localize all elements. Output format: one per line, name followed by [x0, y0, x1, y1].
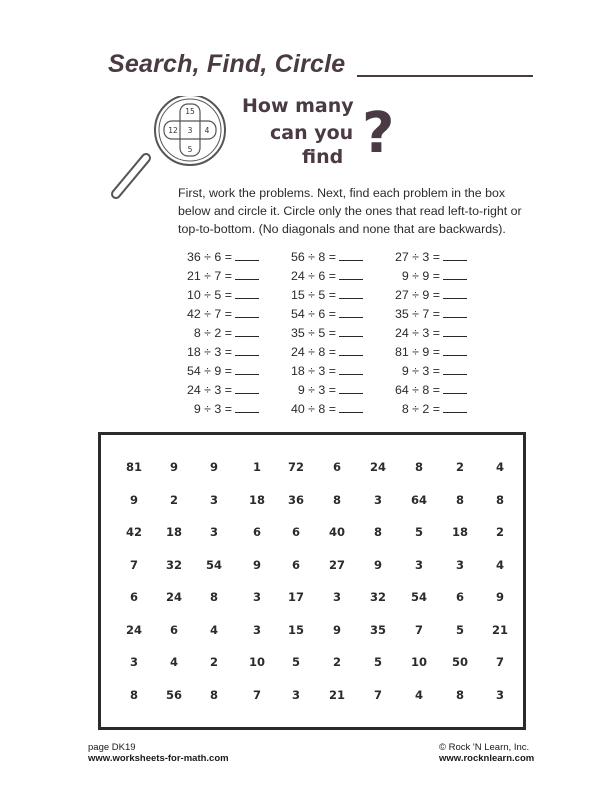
grid-cell[interactable]: 2: [495, 525, 504, 539]
problem-expression: 35 ÷ 7 =: [394, 307, 440, 321]
magnifier-bottom: 5: [187, 145, 193, 154]
footer-left: [88, 742, 229, 764]
grid-cell[interactable]: 9: [373, 557, 382, 572]
problem-expression: 8 ÷ 2 =: [401, 402, 440, 416]
answer-blank[interactable]: [443, 381, 467, 394]
grid-cell[interactable]: 4: [209, 622, 218, 637]
problem-item: [176, 381, 259, 400]
grid-cell[interactable]: 36: [287, 492, 304, 507]
grid-cell[interactable]: 3: [291, 687, 300, 702]
grid-cell[interactable]: 8: [373, 525, 382, 539]
grid-cell[interactable]: 21: [491, 622, 508, 637]
grid-cell[interactable]: 9: [169, 460, 178, 474]
problem-item: [384, 362, 467, 381]
grid-cell[interactable]: 7: [252, 687, 261, 702]
problem-expression: 8 ÷ 2 =: [193, 326, 232, 340]
grid-cell[interactable]: 72: [287, 460, 304, 474]
name-line: [357, 75, 533, 77]
problem-expression: 24 ÷ 3 =: [186, 383, 232, 397]
grid-cell[interactable]: 54: [205, 557, 222, 572]
answer-blank[interactable]: [443, 305, 467, 318]
answer-blank[interactable]: [339, 267, 363, 280]
problem-expression: 56 ÷ 8 =: [290, 250, 336, 264]
headline-line-3: find: [302, 146, 344, 168]
grid-cell[interactable]: 3: [252, 590, 261, 604]
problem-expression: 9 ÷ 9 =: [401, 269, 440, 283]
grid-cell[interactable]: 35: [369, 622, 386, 637]
footer-right: [439, 742, 534, 764]
grid-cell[interactable]: 4: [495, 557, 504, 572]
problem-expression: 24 ÷ 3 =: [394, 326, 440, 340]
grid-cell[interactable]: 9: [252, 557, 261, 572]
grid-cell[interactable]: 6: [455, 590, 464, 604]
answer-blank[interactable]: [235, 248, 259, 261]
grid-cell[interactable]: 21: [328, 687, 345, 702]
grid-cell[interactable]: 64: [410, 492, 427, 507]
problem-item: [280, 248, 363, 267]
grid-cell[interactable]: 24: [165, 590, 182, 604]
grid-cell[interactable]: 10: [248, 655, 265, 669]
magnifier-left: 12: [168, 126, 178, 135]
grid-cell[interactable]: 15: [287, 622, 304, 637]
magnifier-right: 4: [204, 126, 210, 135]
problem-expression: 18 ÷ 3 =: [186, 345, 232, 359]
answer-blank[interactable]: [339, 381, 363, 394]
problem-expression: 27 ÷ 3 =: [394, 250, 440, 264]
grid-cell[interactable]: 32: [165, 557, 182, 572]
problem-item: [384, 324, 467, 343]
answer-blank[interactable]: [443, 248, 467, 261]
problem-expression: 10 ÷ 5 =: [186, 288, 232, 302]
grid-cell[interactable]: 3: [495, 687, 504, 702]
problem-item: [280, 286, 363, 305]
page-number: page DK19: [88, 742, 136, 753]
problem-item: [384, 400, 467, 419]
grid-cell[interactable]: 18: [248, 492, 265, 507]
grid-cell[interactable]: 6: [291, 525, 300, 539]
grid-cell[interactable]: 54: [410, 590, 427, 604]
grid-cell[interactable]: 2: [169, 492, 178, 507]
problem-item: [176, 343, 259, 362]
problem-expression: 9 ÷ 3 =: [193, 402, 232, 416]
grid-cell[interactable]: 56: [165, 687, 182, 702]
answer-blank[interactable]: [339, 362, 363, 375]
grid-cell[interactable]: 3: [209, 492, 218, 507]
grid-cell[interactable]: 24: [369, 460, 386, 474]
grid-cell[interactable]: 6: [169, 622, 178, 637]
grid-cell[interactable]: 9: [129, 492, 138, 507]
grid-cell[interactable]: 5: [291, 655, 300, 669]
grid-cell[interactable]: 8: [455, 687, 464, 702]
problem-item: [280, 400, 363, 419]
answer-blank[interactable]: [443, 362, 467, 375]
grid-cell[interactable]: 7: [129, 557, 138, 572]
grid-cell[interactable]: 9: [495, 590, 504, 604]
answer-blank[interactable]: [339, 305, 363, 318]
problem-item: [384, 381, 467, 400]
problem-expression: 54 ÷ 9 =: [186, 364, 232, 378]
grid-cell[interactable]: 10: [410, 655, 427, 669]
grid-cell[interactable]: 7: [414, 622, 423, 637]
grid-cell[interactable]: 18: [165, 525, 182, 539]
problem-item: [280, 267, 363, 286]
grid-cell[interactable]: 8: [209, 590, 218, 604]
problem-expression: 81 ÷ 9 =: [394, 345, 440, 359]
grid-cell[interactable]: 8: [209, 687, 218, 702]
answer-blank[interactable]: [235, 400, 259, 413]
grid-cell[interactable]: 4: [495, 460, 504, 474]
answer-blank[interactable]: [339, 400, 363, 413]
grid-cell[interactable]: 6: [252, 525, 261, 539]
grid-cell[interactable]: 8: [332, 492, 341, 507]
problem-expression: 36 ÷ 6 =: [186, 250, 232, 264]
grid-cell[interactable]: 42: [125, 525, 142, 539]
copyright: © Rock 'N Learn, Inc.: [439, 742, 530, 753]
problem-item: [280, 324, 363, 343]
grid-cell[interactable]: 17: [287, 590, 304, 604]
grid-cell[interactable]: 18: [451, 525, 468, 539]
problem-item: [176, 305, 259, 324]
grid-cell[interactable]: 5: [414, 525, 423, 539]
answer-blank[interactable]: [443, 267, 467, 280]
question-mark: ?: [362, 101, 395, 166]
grid-cell[interactable]: 8: [455, 492, 464, 507]
grid-cell[interactable]: 5: [373, 655, 382, 669]
answer-blank[interactable]: [235, 343, 259, 356]
answer-blank[interactable]: [443, 324, 467, 337]
grid-cell[interactable]: 2: [209, 655, 218, 669]
problem-item: [280, 343, 363, 362]
answer-blank[interactable]: [339, 324, 363, 337]
instructions: First, work the problems. Next, find each problem in the box below and circle it. Circle only the ones that read left-to-right or top-to-bottom. (No diagonals and none that are backwards).: [178, 186, 522, 236]
grid-cell[interactable]: 24: [125, 622, 142, 637]
answer-blank[interactable]: [235, 362, 259, 375]
grid-cell[interactable]: 9: [332, 622, 341, 637]
problem-item: [280, 305, 363, 324]
grid-cell[interactable]: 3: [373, 492, 382, 507]
grid-cell[interactable]: 3: [209, 525, 218, 539]
problem-expression: 42 ÷ 7 =: [186, 307, 232, 321]
grid-cell[interactable]: 50: [451, 655, 468, 669]
problem-expression: 40 ÷ 8 =: [290, 402, 336, 416]
headline-line-2: can you: [270, 122, 354, 144]
problem-expression: 18 ÷ 3 =: [290, 364, 336, 378]
grid-cell[interactable]: 1: [252, 460, 261, 474]
problem-expression: 24 ÷ 6 =: [290, 269, 336, 283]
problem-item: [176, 400, 259, 419]
problem-item: [176, 267, 259, 286]
problem-item: [176, 248, 259, 267]
problem-expression: 27 ÷ 9 =: [394, 288, 440, 302]
problem-expression: 9 ÷ 3 =: [297, 383, 336, 397]
answer-blank[interactable]: [235, 305, 259, 318]
problem-expression: 21 ÷ 7 =: [186, 269, 232, 283]
magnifier-center: 3: [187, 126, 193, 135]
grid-cell[interactable]: 81: [125, 460, 142, 474]
grid-cell[interactable]: 3: [455, 557, 464, 572]
problem-item: [384, 343, 467, 362]
problem-item: [384, 286, 467, 305]
problem-expression: 35 ÷ 5 =: [290, 326, 336, 340]
answer-blank[interactable]: [443, 286, 467, 299]
magnifier-top: 15: [185, 107, 195, 116]
grid-cell[interactable]: 8: [414, 460, 423, 474]
grid-cell[interactable]: 8: [495, 492, 504, 507]
grid-cell[interactable]: 2: [455, 460, 464, 474]
problem-item: [176, 324, 259, 343]
answer-blank[interactable]: [443, 400, 467, 413]
problem-item: [384, 248, 467, 267]
grid-cell[interactable]: 32: [369, 590, 386, 604]
grid-cell[interactable]: 2: [332, 655, 341, 669]
grid-cell[interactable]: 4: [169, 655, 178, 669]
grid-cell[interactable]: 3: [332, 590, 341, 604]
problem-item: [280, 362, 363, 381]
problem-expression: 15 ÷ 5 =: [290, 288, 336, 302]
grid-cell[interactable]: 27: [328, 557, 345, 572]
grid-cell[interactable]: 6: [332, 460, 341, 474]
grid-cell[interactable]: 7: [495, 655, 504, 669]
problem-expression: 54 ÷ 6 =: [290, 307, 336, 321]
page-title: Search, Find, Circle: [108, 50, 346, 78]
problem-item: [384, 267, 467, 286]
grid-cell[interactable]: 5: [455, 622, 464, 637]
grid-cell[interactable]: 3: [252, 622, 261, 637]
problem-expression: 64 ÷ 8 =: [394, 383, 440, 397]
problem-expression: 9 ÷ 3 =: [401, 364, 440, 378]
problem-item: [384, 305, 467, 324]
problem-expression: 24 ÷ 8 =: [290, 345, 336, 359]
headline-line-1: How many: [242, 95, 354, 117]
grid-cell[interactable]: 4: [414, 687, 423, 702]
answer-blank[interactable]: [235, 267, 259, 280]
website-left: www.worksheets-for-math.com: [88, 753, 229, 764]
answer-blank[interactable]: [443, 343, 467, 356]
grid-cell[interactable]: 6: [291, 557, 300, 572]
grid-cell[interactable]: 3: [414, 557, 423, 572]
grid-cell[interactable]: 7: [373, 687, 382, 702]
grid-cell[interactable]: 9: [209, 460, 218, 474]
grid-cell[interactable]: 8: [129, 687, 138, 702]
problem-item: [176, 362, 259, 381]
problem-item: [176, 286, 259, 305]
answer-blank[interactable]: [339, 343, 363, 356]
answer-blank[interactable]: [339, 286, 363, 299]
answer-blank[interactable]: [235, 381, 259, 394]
grid-cell[interactable]: 3: [129, 655, 138, 669]
answer-blank[interactable]: [235, 324, 259, 337]
answer-blank[interactable]: [339, 248, 363, 261]
problem-item: [280, 381, 363, 400]
grid-cell[interactable]: 40: [328, 525, 345, 539]
website-right: www.rocknlearn.com: [439, 753, 535, 764]
answer-blank[interactable]: [235, 286, 259, 299]
search-grid: [98, 432, 526, 730]
grid-cell[interactable]: 6: [129, 590, 138, 604]
